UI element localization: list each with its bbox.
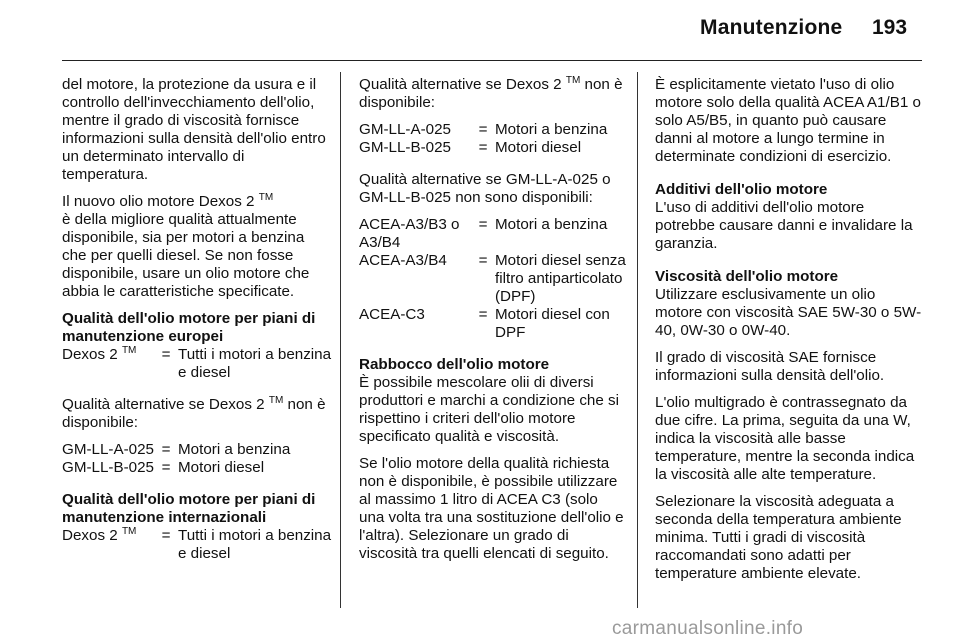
- table-row: [62, 441, 332, 459]
- table-row: [62, 346, 332, 382]
- equals-sign: =: [478, 139, 488, 156]
- equals-sign: =: [161, 459, 171, 476]
- table-row: [62, 459, 332, 477]
- table-row: [359, 252, 627, 306]
- paragraph: Qualità alternative se GM-LL-A-025 o GM-LL-B-025 non sono disponibili:: [359, 171, 611, 206]
- equals-sign: =: [161, 441, 171, 458]
- paragraph: del motore, la protezione da usura e il controllo dell'invecchiamento dell'olio, mentre il grado di viscosità fornisce informazioni sulla densità dell'olio entro un determinato intervallo di temperatura.: [62, 76, 326, 183]
- table-value: Motori a benzina: [178, 441, 291, 458]
- text-column-2: [359, 76, 627, 572]
- table-key: GM-LL-A-025: [62, 441, 155, 458]
- equals-sign: =: [161, 346, 171, 363]
- spec-table: [359, 121, 627, 157]
- table-value: Motori diesel senza filtro antiparticolato (DPF): [495, 252, 626, 305]
- section-heading: Qualità dell'olio motore per piani di manutenzione europei: [62, 310, 316, 345]
- table-row: [359, 139, 627, 157]
- text-span: Il nuovo olio motore Dexos 2: [62, 193, 255, 210]
- section-heading: Qualità dell'olio motore per piani di manutenzione internazionali: [62, 491, 316, 526]
- trademark-superscript: TM: [121, 526, 137, 537]
- table-key: Dexos 2 ™: [62, 345, 137, 363]
- paragraph: Selezionare la viscosità adeguata a seconda della temperatura ambiente minima. Tutti i gradi di viscosità raccomandati sono adatti per temperature ambiente elevate.: [655, 493, 902, 582]
- section-heading: Viscosità dell'olio motore: [655, 268, 839, 285]
- paragraph: [62, 396, 332, 432]
- table-key: GM-LL-B-025: [62, 459, 155, 476]
- trademark-superscript: TM: [258, 192, 274, 203]
- watermark: carmanualsonline.info: [612, 618, 804, 639]
- spec-table: [62, 441, 332, 477]
- table-value: Tutti i motori a benzina e diesel: [178, 527, 332, 562]
- table-value: Motori a benzina: [495, 121, 608, 138]
- table-row: [359, 121, 627, 139]
- equals-sign: =: [161, 527, 171, 544]
- spec-table: [62, 527, 332, 563]
- text-span: Qualità alternative se Dexos 2: [62, 396, 265, 413]
- table-key: GM-LL-B-025: [359, 139, 452, 156]
- text-column-3: [655, 76, 925, 592]
- table-key: Dexos 2 ™: [62, 526, 137, 544]
- table-value: Motori diesel: [495, 139, 582, 156]
- paragraph: Se l'olio motore della qualità richiesta non è disponibile, è possibile utilizzare al massimo 1 litro di ACEA C3 (solo una volta tra una sostituzione dell'olio e l'altra). Selezionare un grado di viscosità tra quelli elencati di seguito.: [359, 455, 624, 562]
- trademark-superscript: TM: [565, 75, 581, 86]
- equals-sign: =: [478, 252, 488, 269]
- text-span: è della migliore qualità attualmente disponibile, sia per motori a benzina che per quelli diesel. Se non fosse disponibile, usare un olio motore che abbia le caratteristiche specificate.: [62, 211, 310, 300]
- header-divider: [62, 60, 922, 61]
- paragraph: Il grado di viscosità SAE fornisce informazioni sulla densità dell'olio.: [655, 349, 885, 384]
- section-heading: Rabbocco dell'olio motore: [359, 356, 550, 373]
- trademark-superscript: TM: [121, 345, 137, 356]
- text-column-1: [62, 76, 332, 577]
- page-number: 193: [872, 16, 908, 39]
- paragraph: È esplicitamente vietato l'uso di olio motore solo della qualità ACEA A1/B1 o solo A5/B5, in quanto può causare danni al motore a lungo termine in determinate condizioni di esercizio.: [655, 76, 921, 165]
- paragraph: [359, 76, 627, 112]
- column-divider-1: [340, 72, 341, 608]
- table-value: Tutti i motori a benzina e diesel: [178, 346, 332, 381]
- text-span: Qualità alternative se Dexos 2: [359, 76, 562, 93]
- paragraph: [62, 193, 332, 301]
- text-span: non è disponibile:: [62, 396, 326, 431]
- trademark-superscript: TM: [268, 395, 284, 406]
- table-row: [359, 216, 627, 252]
- column-divider-2: [637, 72, 638, 608]
- paragraph: È possibile mescolare olii di diversi produttori e marchi a condizione che si rispettino i criteri dell'olio motore specificato qualità e viscosità.: [359, 374, 620, 445]
- equals-sign: =: [478, 306, 488, 323]
- equals-sign: =: [478, 216, 488, 233]
- table-key: ACEA-C3: [359, 306, 425, 323]
- paragraph: L'uso di additivi dell'olio motore potrebbe causare danni e invalidare la garanzia.: [655, 199, 913, 252]
- spec-table: [359, 216, 627, 342]
- table-key: ACEA-A3/B4: [359, 252, 447, 269]
- table-key: GM-LL-A-025: [359, 121, 452, 138]
- table-value: Motori diesel: [178, 459, 265, 476]
- table-value: Motori a benzina: [495, 216, 608, 233]
- equals-sign: =: [478, 121, 488, 138]
- page-header-title: Manutenzione: [700, 16, 843, 39]
- table-key: ACEA-A3/B3 o A3/B4: [359, 216, 460, 251]
- table-row: [62, 527, 332, 563]
- section-heading: Additivi dell'olio motore: [655, 181, 828, 198]
- paragraph: L'olio multigrado è contrassegnato da due cifre. La prima, seguita da una W, indica la viscosità alle basse temperature, mentre la seconda indica la viscosità alle alte temperature.: [655, 394, 915, 483]
- text-span: non è disponibile:: [359, 76, 623, 111]
- paragraph: Utilizzare esclusivamente un olio motore con viscosità SAE 5W-30 o 5W-40, 0W-30 o 0W-40.: [655, 286, 922, 339]
- spec-table: [62, 346, 332, 382]
- table-row: [359, 306, 627, 342]
- table-value: Motori diesel con DPF: [495, 306, 610, 341]
